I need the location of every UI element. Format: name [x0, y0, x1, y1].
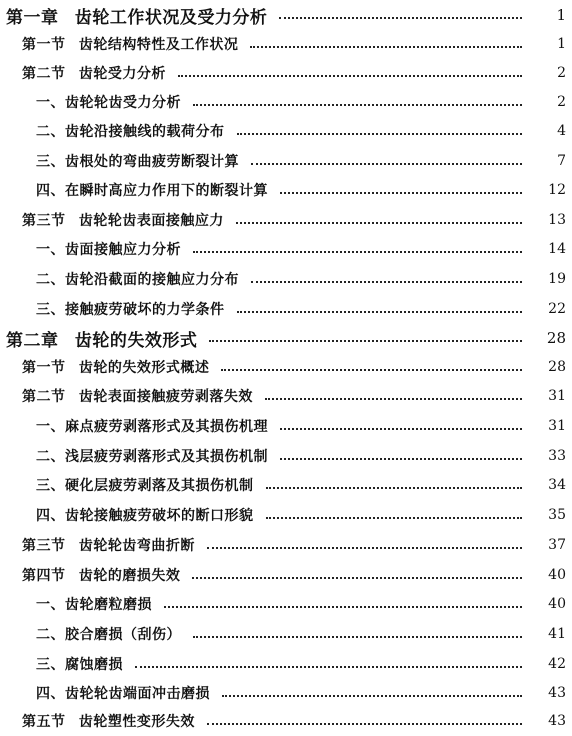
toc-page-number: 12	[548, 182, 566, 198]
toc-section-2-3	[0, 532, 572, 558]
toc-page-number: 2	[557, 94, 566, 110]
toc-item	[0, 443, 572, 469]
dot-leader	[222, 695, 522, 697]
toc-entry-title: 第二节 齿轮受力分析	[22, 66, 166, 82]
toc-section-1-2	[0, 60, 572, 86]
toc-page-number: 1	[556, 6, 566, 24]
toc-page-number: 28	[548, 359, 566, 375]
toc-entry-title: 第三节 齿轮轮齿弯曲折断	[22, 538, 195, 554]
toc-item	[0, 296, 572, 322]
toc-entry-title: 三、接触疲劳破坏的力学条件	[36, 302, 225, 318]
toc-item	[0, 591, 572, 617]
toc-page-number: 7	[557, 153, 566, 169]
toc-entry-title: 第四节 齿轮的磨损失效	[22, 568, 181, 584]
toc-page-number: 40	[548, 596, 566, 612]
dot-leader	[207, 547, 522, 549]
toc-section-2-5	[0, 708, 572, 734]
toc-item	[0, 502, 572, 528]
dot-leader	[266, 517, 523, 519]
toc-item	[0, 621, 572, 647]
dot-leader	[280, 428, 522, 430]
dot-leader	[164, 606, 522, 608]
toc-entry-title: 一、齿面接触应力分析	[36, 242, 181, 258]
dot-leader	[178, 75, 522, 77]
toc-item	[0, 651, 572, 677]
toc-page-number: 1	[557, 36, 566, 52]
toc-entry-title: 二、齿轮沿接触线的载荷分布	[36, 124, 225, 140]
toc-page-number: 19	[548, 271, 566, 287]
toc-item	[0, 236, 572, 262]
toc-page-number: 43	[548, 713, 566, 729]
toc-item	[0, 266, 572, 292]
toc-entry-title: 第一章 齿轮工作状况及受力分析	[6, 7, 268, 28]
toc-entry-title: 三、硬化层疲劳剥落及其损伤机制	[36, 478, 254, 494]
toc-entry-title: 第五节 齿轮塑性变形失效	[22, 714, 195, 730]
toc-section-2-1	[0, 354, 572, 380]
toc-page-number: 4	[557, 123, 566, 139]
toc-page-number: 41	[548, 626, 566, 642]
toc-entry-title: 第二节 齿轮表面接触疲劳剥落失效	[22, 389, 253, 405]
toc-page-number: 43	[548, 685, 566, 701]
dot-leader	[251, 281, 522, 283]
toc-entry-title: 第二章 齿轮的失效形式	[6, 330, 198, 351]
toc-page-number: 40	[548, 567, 566, 583]
dot-leader	[265, 398, 522, 400]
toc-page-number: 14	[548, 241, 566, 257]
dot-leader	[193, 251, 522, 253]
toc-page-number: 31	[548, 418, 566, 434]
toc-item	[0, 472, 572, 498]
dot-leader	[237, 311, 523, 313]
toc-page-number: 28	[546, 329, 566, 347]
dot-leader	[193, 104, 522, 106]
dot-leader	[280, 458, 522, 460]
toc-section-2-4	[0, 562, 572, 588]
dot-leader	[135, 666, 522, 668]
dot-leader	[280, 192, 522, 194]
toc-section-1-3	[0, 207, 572, 233]
toc-item	[0, 148, 572, 174]
toc-section-2-2	[0, 383, 572, 409]
toc-page-number: 37	[548, 537, 566, 553]
toc-entry-title: 第三节 齿轮轮齿表面接触应力	[22, 213, 224, 229]
toc-item	[0, 89, 572, 115]
toc-page-number: 35	[548, 507, 566, 523]
toc-entry-title: 一、麻点疲劳剥落形式及其损伤机理	[36, 419, 268, 435]
dot-leader	[192, 577, 522, 579]
toc-entry-title: 四、齿轮接触疲劳破坏的断口形貌	[36, 508, 254, 524]
toc-entry-title: 二、浅层疲劳剥落形式及其损伤机制	[36, 449, 268, 465]
toc-entry-title: 四、在瞬时高应力作用下的断裂计算	[36, 183, 268, 199]
toc-entry-title: 二、胶合磨损（刮伤）	[36, 627, 181, 643]
toc-page-number: 31	[548, 388, 566, 404]
toc-page-number: 2	[557, 65, 566, 81]
toc-chapter-2	[0, 325, 572, 351]
dot-leader	[250, 46, 522, 48]
dot-leader	[279, 17, 522, 19]
toc-page-number: 13	[548, 212, 566, 228]
toc-item	[0, 118, 572, 144]
toc-page-number: 33	[548, 448, 566, 464]
toc-item	[0, 413, 572, 439]
dot-leader	[266, 487, 523, 489]
toc-entry-title: 三、腐蚀磨损	[36, 657, 123, 673]
toc-page-number: 42	[548, 656, 566, 672]
toc-chapter-1	[0, 2, 572, 28]
toc-item	[0, 680, 572, 706]
dot-leader	[236, 222, 522, 224]
toc-entry-title: 三、齿根处的弯曲疲劳断裂计算	[36, 154, 239, 170]
dot-leader	[207, 723, 522, 725]
toc-item	[0, 177, 572, 203]
toc-entry-title: 一、齿轮轮齿受力分析	[36, 95, 181, 111]
toc-entry-title: 第一节 齿轮结构特性及工作状况	[22, 37, 239, 53]
toc-entry-title: 二、齿轮沿截面的接触应力分布	[36, 272, 239, 288]
dot-leader	[237, 133, 523, 135]
dot-leader	[209, 340, 522, 342]
dot-leader	[221, 369, 522, 371]
toc-entry-title: 第一节 齿轮的失效形式概述	[22, 360, 210, 376]
toc-page-number: 22	[548, 301, 566, 317]
toc-section-1-1	[0, 31, 572, 57]
dot-leader	[251, 163, 522, 165]
toc-entry-title: 一、齿轮磨粒磨损	[36, 597, 152, 613]
toc-page-number: 34	[548, 477, 566, 493]
dot-leader	[193, 636, 522, 638]
toc-entry-title: 四、齿轮轮齿端面冲击磨损	[36, 686, 210, 702]
